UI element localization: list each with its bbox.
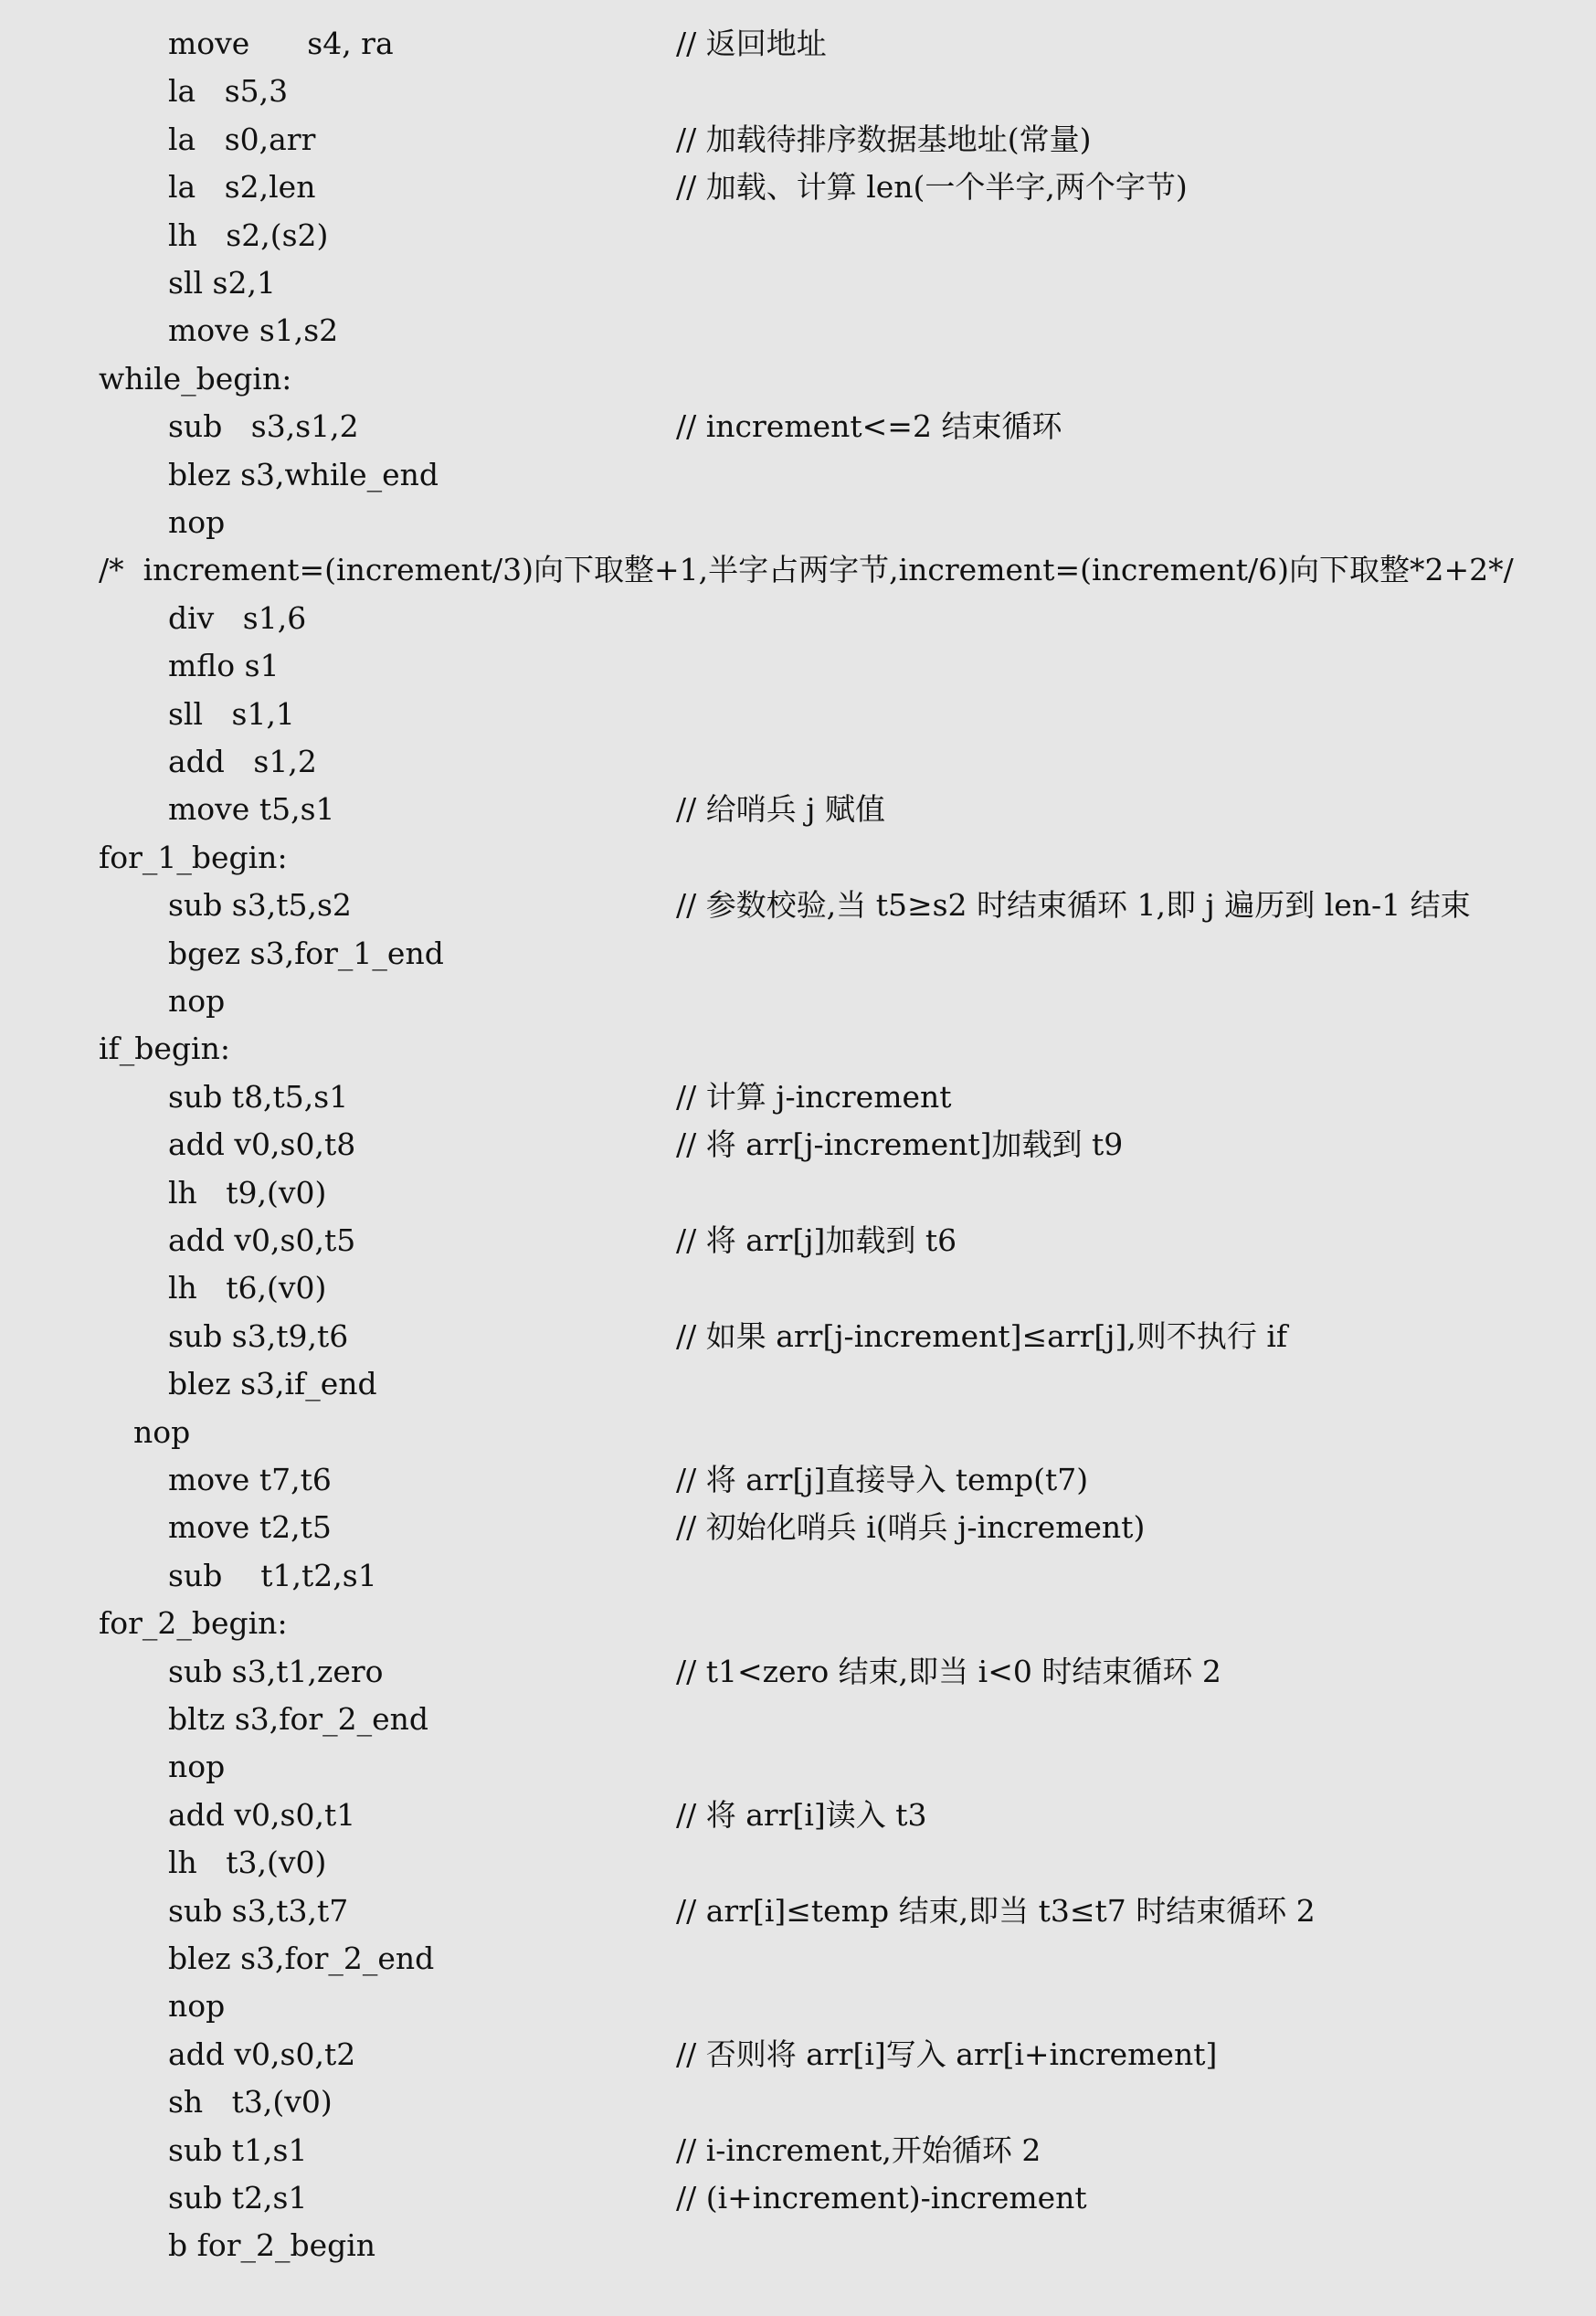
code-line bbox=[0, 307, 1596, 354]
code-line bbox=[0, 1121, 1596, 1169]
code-line bbox=[0, 2127, 1596, 2174]
code-text: nop bbox=[133, 1413, 191, 1450]
code-line bbox=[0, 1648, 1596, 1696]
code-text: nop bbox=[168, 983, 226, 1019]
code-line bbox=[0, 451, 1596, 499]
code-line bbox=[0, 1360, 1596, 1408]
code-line bbox=[0, 1935, 1596, 1983]
code-text: mflo s1 bbox=[168, 648, 280, 684]
code-line bbox=[0, 2078, 1596, 2126]
code-text: la s5,3 bbox=[168, 73, 289, 110]
code-line bbox=[0, 2174, 1596, 2222]
code-line bbox=[0, 786, 1596, 833]
code-line bbox=[0, 2222, 1596, 2269]
code-line bbox=[0, 1169, 1596, 1217]
code-text: b for_2_begin bbox=[168, 2227, 376, 2264]
code-text: for_2_begin: bbox=[99, 1605, 288, 1642]
code-comment: // 将 arr[i]读入 t3 bbox=[676, 1796, 927, 1833]
code-line bbox=[0, 738, 1596, 786]
code-text: sub t8,t5,s1 bbox=[168, 1078, 349, 1115]
code-line bbox=[0, 1217, 1596, 1264]
code-line bbox=[0, 20, 1596, 68]
code-text: sub s3,s1,2 bbox=[168, 408, 359, 445]
code-line bbox=[0, 1888, 1596, 1935]
code-text: add v0,s0,t1 bbox=[168, 1796, 356, 1833]
code-line bbox=[0, 595, 1596, 642]
code-line bbox=[0, 1409, 1596, 1456]
code-comment: // 将 arr[j]加载到 t6 bbox=[676, 1222, 957, 1258]
code-text: add s1,2 bbox=[168, 744, 317, 779]
code-comment: // 返回地址 bbox=[676, 26, 827, 61]
code-comment: // arr[i]≤temp 结束,即当 t3≤t7 时结束循环 2 bbox=[676, 1892, 1316, 1929]
code-text: sll s1,1 bbox=[168, 695, 295, 732]
code-text: lh t6,(v0) bbox=[168, 1270, 327, 1306]
code-text: move t5,s1 bbox=[168, 791, 335, 828]
code-text: bltz s3,for_2_end bbox=[168, 1701, 428, 1737]
code-line bbox=[0, 1552, 1596, 1600]
code-text: bgez s3,for_1_end bbox=[168, 935, 444, 971]
code-comment: // 初始化哨兵 i(哨兵 j-increment) bbox=[676, 1509, 1146, 1546]
code-text: move s4, ra bbox=[168, 26, 394, 61]
code-line bbox=[0, 834, 1596, 882]
code-line bbox=[0, 2031, 1596, 2078]
code-line bbox=[0, 546, 1596, 594]
code-comment: // 参数校验,当 t5≥s2 时结束循环 1,即 j 遍历到 len-1 结束 bbox=[676, 887, 1471, 924]
code-line bbox=[0, 403, 1596, 450]
code-text: nop bbox=[168, 504, 226, 540]
code-comment: // t1<zero 结束,即当 i<0 时结束循环 2 bbox=[676, 1653, 1221, 1689]
code-text: sub t1,t2,s1 bbox=[168, 1557, 377, 1593]
code-line bbox=[0, 1313, 1596, 1360]
code-text: while_begin: bbox=[99, 360, 292, 397]
code-line bbox=[0, 1792, 1596, 1839]
code-text: sub s3,t1,zero bbox=[168, 1653, 384, 1689]
code-comment: // (i+increment)-increment bbox=[676, 2180, 1087, 2216]
code-text: sub t2,s1 bbox=[168, 2180, 308, 2216]
code-text: blez s3,if_end bbox=[168, 1366, 377, 1402]
code-text: lh t9,(v0) bbox=[168, 1174, 327, 1211]
code-text: /* increment=(increment/3)向下取整+1,半字占两字节,increment=(increment/6)向下取整*2+2*/ bbox=[99, 552, 1514, 588]
code-line bbox=[0, 1025, 1596, 1073]
code-comment: // increment<=2 结束循环 bbox=[676, 408, 1062, 445]
code-text: if_begin: bbox=[99, 1031, 230, 1067]
code-line bbox=[0, 212, 1596, 259]
code-text: sll s2,1 bbox=[168, 265, 276, 301]
code-text: blez s3,for_2_end bbox=[168, 1941, 435, 1976]
code-text: sub t1,s1 bbox=[168, 2131, 308, 2168]
code-comment: // 将 arr[j-increment]加载到 t9 bbox=[676, 1126, 1124, 1163]
code-line bbox=[0, 1696, 1596, 1743]
code-comment: // 给哨兵 j 赋值 bbox=[676, 791, 885, 828]
code-text: sh t3,(v0) bbox=[168, 2084, 333, 2120]
code-comment: // 将 arr[j]直接导入 temp(t7) bbox=[676, 1462, 1089, 1497]
code-line bbox=[0, 499, 1596, 546]
code-text: sub s3,t9,t6 bbox=[168, 1317, 349, 1354]
code-comment: // 计算 j-increment bbox=[676, 1078, 952, 1115]
code-line bbox=[0, 882, 1596, 929]
code-line bbox=[0, 1600, 1596, 1647]
code-line bbox=[0, 1839, 1596, 1887]
code-line bbox=[0, 642, 1596, 690]
code-text: add v0,s0,t8 bbox=[168, 1126, 356, 1163]
code-text: add v0,s0,t5 bbox=[168, 1222, 356, 1258]
code-text: for_1_begin: bbox=[99, 839, 288, 875]
code-text: lh s2,(s2) bbox=[168, 217, 329, 253]
code-comment: // i-increment,开始循环 2 bbox=[676, 2131, 1041, 2168]
code-comment: // 加载、计算 len(一个半字,两个字节) bbox=[676, 169, 1188, 206]
code-line bbox=[0, 1983, 1596, 2030]
code-line bbox=[0, 1504, 1596, 1551]
code-text: nop bbox=[168, 1749, 226, 1785]
code-text: sub s3,t3,t7 bbox=[168, 1892, 349, 1929]
code-text: move s1,s2 bbox=[168, 312, 339, 349]
code-text: la s2,len bbox=[168, 169, 316, 206]
code-text: add v0,s0,t2 bbox=[168, 2036, 356, 2072]
code-comment: // 否则将 arr[i]写入 arr[i+increment] bbox=[676, 2036, 1218, 2072]
code-text: nop bbox=[168, 1988, 226, 2025]
code-text: sub s3,t5,s2 bbox=[168, 887, 352, 924]
code-line bbox=[0, 1073, 1596, 1121]
code-line bbox=[0, 1264, 1596, 1312]
code-text: lh t3,(v0) bbox=[168, 1845, 327, 1881]
code-line bbox=[0, 116, 1596, 164]
code-line bbox=[0, 691, 1596, 738]
code-text: blez s3,while_end bbox=[168, 456, 439, 492]
code-line bbox=[0, 259, 1596, 307]
code-line bbox=[0, 355, 1596, 403]
code-line bbox=[0, 164, 1596, 211]
code-text: move t2,t5 bbox=[168, 1509, 332, 1546]
code-text: move t7,t6 bbox=[168, 1462, 332, 1497]
code-comment: // 如果 arr[j-increment]≤arr[j],则不执行 if bbox=[676, 1317, 1288, 1354]
code-text: div s1,6 bbox=[168, 599, 307, 636]
code-line bbox=[0, 1743, 1596, 1791]
code-comment: // 加载待排序数据基地址(常量) bbox=[676, 121, 1092, 157]
code-line bbox=[0, 68, 1596, 115]
code-line bbox=[0, 930, 1596, 978]
code-line bbox=[0, 1456, 1596, 1504]
code-line bbox=[0, 978, 1596, 1025]
code-text: la s0,arr bbox=[168, 121, 316, 157]
